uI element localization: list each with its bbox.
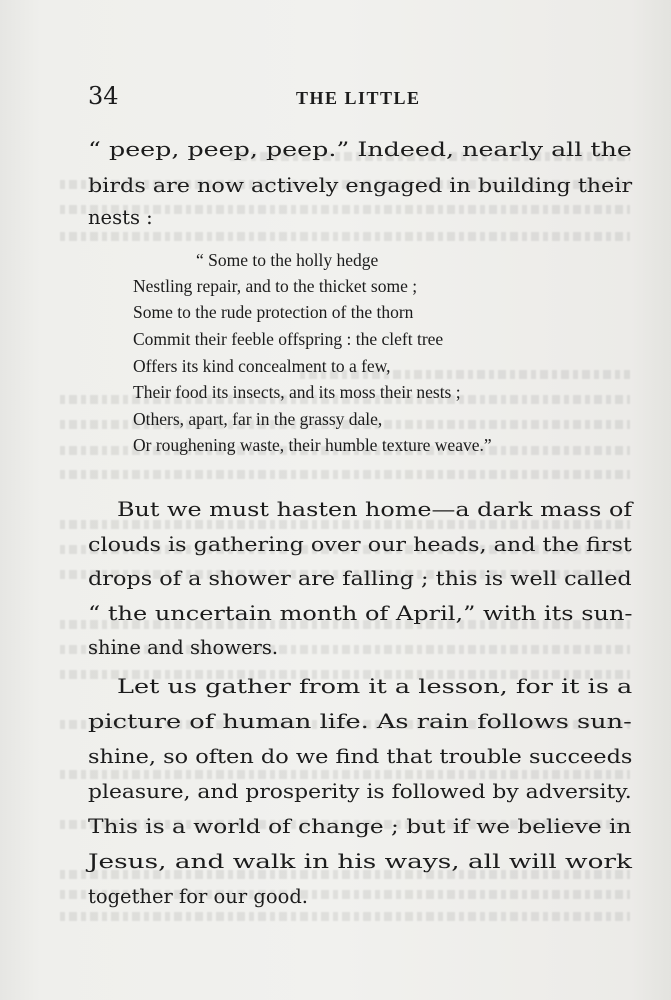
text-line: shine, so often do we find that trouble succeeds	[88, 745, 633, 768]
page-number: 34	[88, 82, 119, 110]
text-line: pleasure, and prosperity is followed by adversity.	[88, 780, 632, 803]
text-line: shine and showers.	[88, 636, 279, 659]
text-line: “ the uncertain month of April,” with its sun-	[88, 602, 633, 625]
text-line: picture of human life. As rain follows sun-	[88, 710, 632, 733]
verse-line: Others, apart, far in the grassy dale,	[133, 409, 383, 429]
verse-line: Or roughening waste, their humble texture weave.”	[133, 435, 492, 455]
verse-line: Nestling repair, and to the thicket some ;	[133, 276, 418, 296]
running-title: THE LITTLE	[296, 88, 421, 108]
text-line: “ peep, peep, peep.” Indeed, nearly all the	[88, 138, 632, 161]
verse-line: Some to the rude protection of the thorn	[133, 302, 414, 322]
text-line: birds are now actively engaged in building their	[88, 174, 633, 197]
text-line: But we must hasten home—a dark mass of	[117, 498, 633, 521]
text-line: clouds is gathering over our heads, and the first	[88, 533, 632, 556]
text-line: Jesus, and walk in his ways, all will work	[88, 850, 632, 873]
text-line: This is a world of change ; but if we believe in	[88, 815, 632, 838]
verse-line: Commit their feeble offspring : the cleft tree	[133, 329, 444, 349]
text-line: Let us gather from it a lesson, for it is a	[117, 675, 633, 698]
text-line: nests :	[88, 206, 153, 229]
verse-line: “ Some to the holly hedge	[196, 250, 379, 270]
text-line: together for our good.	[88, 885, 308, 908]
text-line: drops of a shower are falling ; this is well called	[88, 567, 632, 590]
verse-line: Offers its kind concealment to a few,	[133, 356, 391, 376]
verse-line: Their food its insects, and its moss their nests ;	[133, 382, 461, 402]
running-head	[88, 82, 633, 112]
